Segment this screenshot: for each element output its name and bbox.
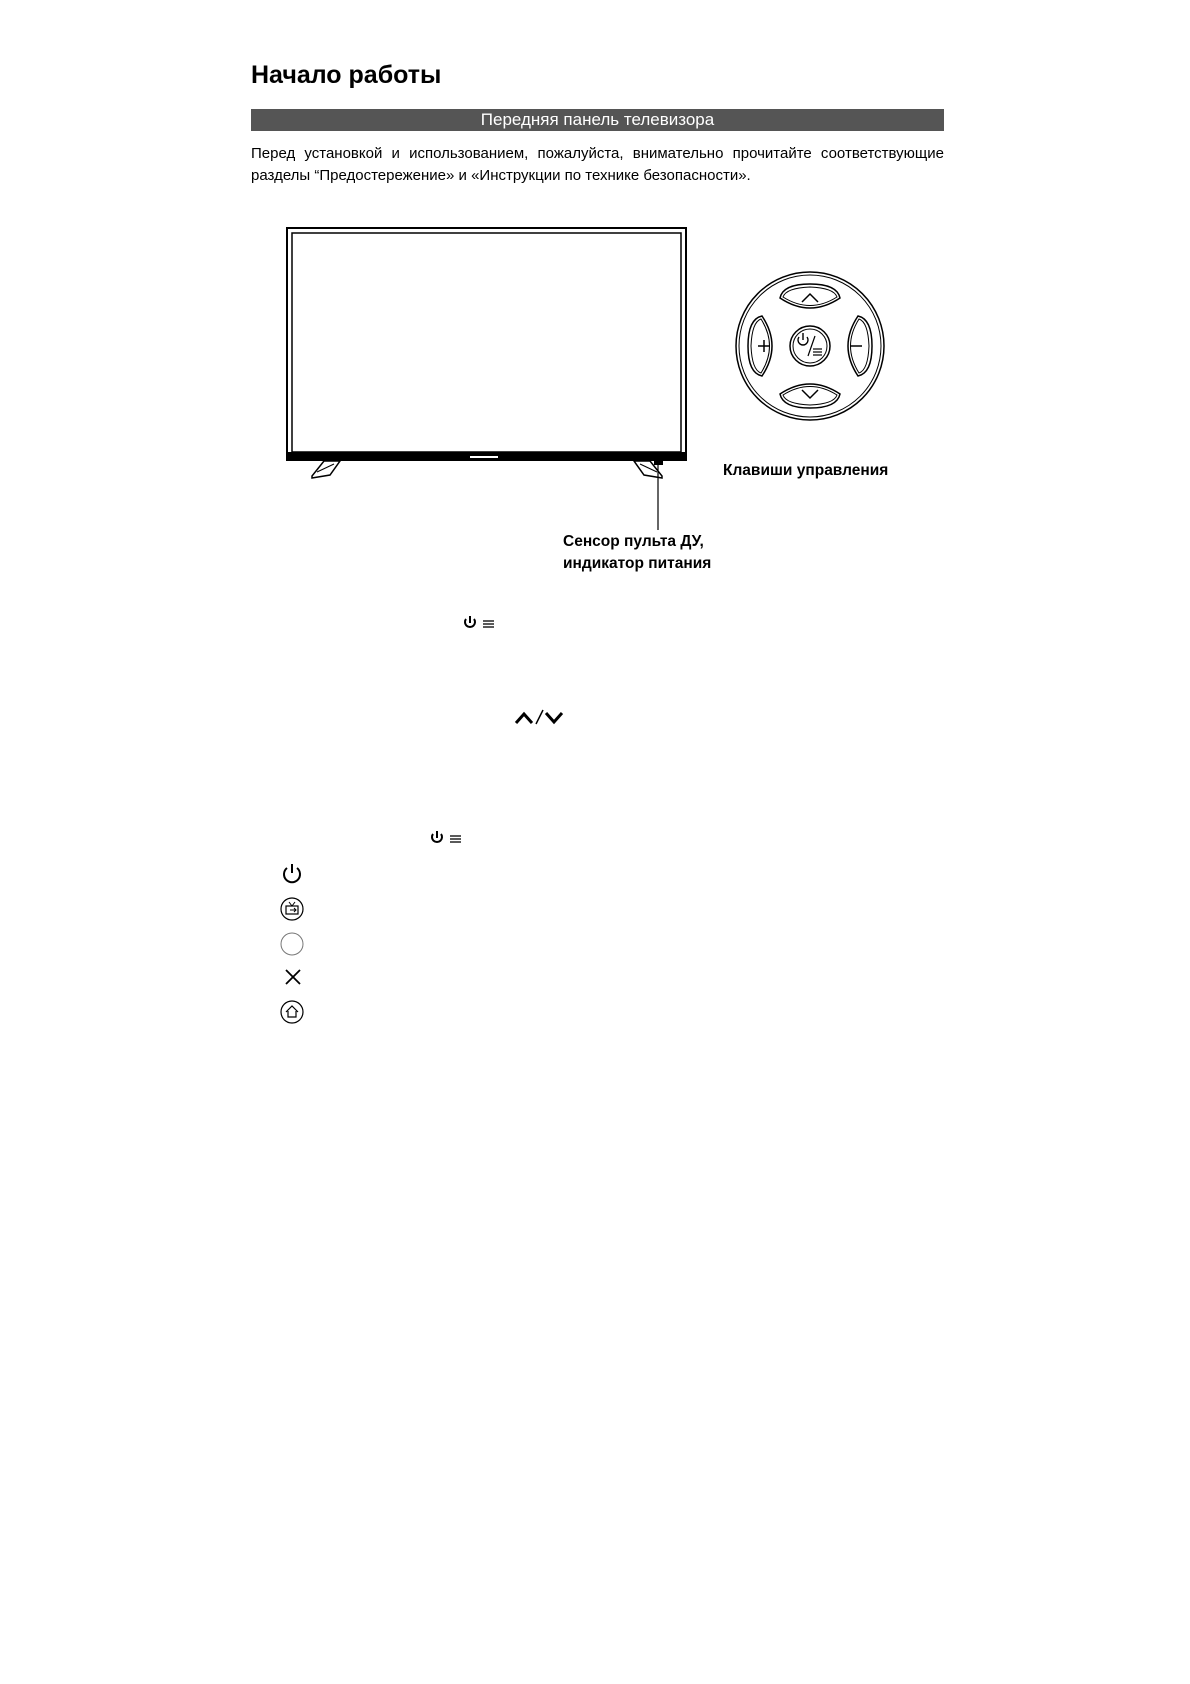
power-menu-icon bbox=[430, 830, 464, 846]
home-icon bbox=[279, 999, 305, 1025]
empty-circle-icon bbox=[279, 931, 305, 957]
intro-paragraph: Перед установкой и использованием, пожалуйста, внимательно прочитайте соответствующие разделы “Предостережение» и «Инструкции по технике безопасности». bbox=[251, 145, 944, 184]
close-icon bbox=[283, 967, 303, 987]
tv-stand-left bbox=[312, 461, 340, 478]
up-down-arrows-icon bbox=[514, 707, 566, 727]
control-keys-pad bbox=[736, 272, 884, 420]
down-key bbox=[780, 384, 840, 408]
tv-input-icon bbox=[279, 896, 305, 922]
power-icon bbox=[280, 862, 304, 886]
remote-sensor bbox=[654, 460, 663, 465]
section-header: Передняя панель телевизора bbox=[251, 109, 944, 131]
control-keys-label: Клавиши управления bbox=[723, 462, 889, 479]
plus-key bbox=[748, 316, 772, 376]
center-power-menu-key bbox=[790, 326, 830, 366]
page-title: Начало работы bbox=[251, 61, 442, 89]
tv-illustration bbox=[287, 228, 686, 530]
up-key bbox=[780, 284, 840, 308]
sensor-label-line1: Сенсор пульта ДУ, bbox=[563, 533, 704, 550]
power-menu-icon bbox=[463, 615, 497, 631]
sensor-label-line2: индикатор питания bbox=[563, 555, 712, 572]
minus-key bbox=[848, 316, 872, 376]
